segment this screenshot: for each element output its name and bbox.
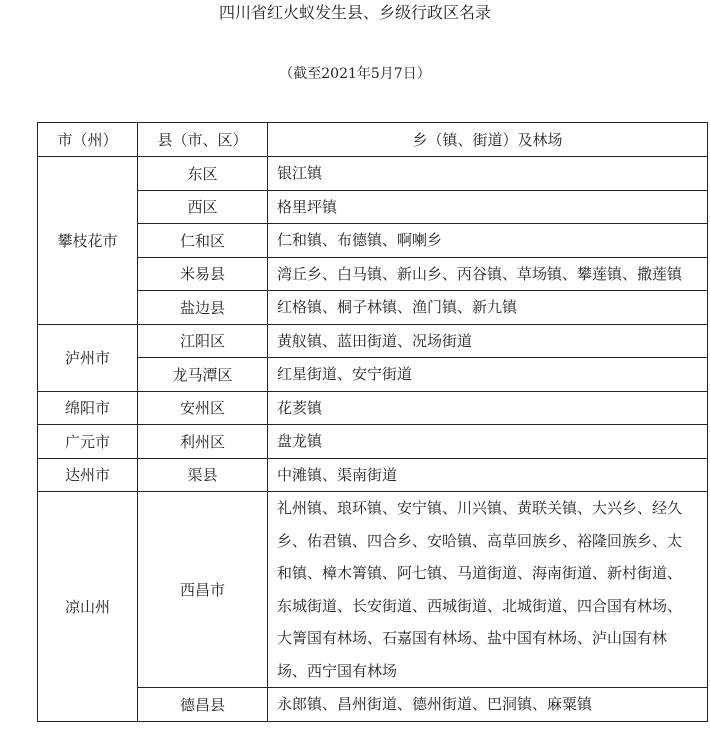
county-cell: 东区 [138,157,268,191]
county-cell: 仁和区 [138,224,268,258]
county-cell: 渠县 [138,458,268,492]
table-row [38,492,708,688]
county-cell: 利州区 [138,425,268,459]
towns-cell: 格里坪镇 [268,190,708,224]
table-row [38,257,708,291]
county-cell: 西区 [138,190,268,224]
county-cell: 德昌县 [138,688,268,722]
towns-cell: 黄舣镇、蓝田街道、况场街道 [268,324,708,358]
table-header-row [38,123,708,157]
towns-cell: 花荄镇 [268,391,708,425]
towns-cell: 红星街道、安宁街道 [268,358,708,392]
table-row [38,324,708,358]
table-row [38,291,708,325]
city-cell: 广元市 [38,425,138,459]
table-row [38,157,708,191]
county-town-table [37,122,708,722]
towns-cell: 红格镇、桐子林镇、渔门镇、新九镇 [268,291,708,325]
header-towns: 乡（镇、街道）及林场 [268,123,708,157]
towns-cell: 湾丘乡、白马镇、新山乡、丙谷镇、草场镇、攀莲镇、撒莲镇 [268,257,708,291]
city-cell: 泸州市 [38,324,138,391]
table-row [38,358,708,392]
towns-cell: 银江镇 [268,157,708,191]
city-cell: 绵阳市 [38,391,138,425]
header-county: 县（市、区） [138,123,268,157]
document-title: 四川省红火蚁发生县、乡级行政区名录 [218,3,491,22]
table-row [38,458,708,492]
towns-cell: 中滩镇、渠南街道 [268,458,708,492]
city-cell: 达州市 [38,458,138,492]
county-cell: 米易县 [138,257,268,291]
table-row [38,688,708,722]
city-cell: 凉山州 [38,492,138,722]
county-cell: 江阳区 [138,324,268,358]
county-cell: 西昌市 [138,492,268,688]
towns-cell: 仁和镇、布德镇、啊喇乡 [268,224,708,258]
towns-cell: 礼州镇、琅环镇、安宁镇、川兴镇、黄联关镇、大兴乡、经久乡、佑君镇、四合乡、安哈镇、高草回族乡、裕隆回族乡、太和镇、樟木箐镇、阿七镇、马道街道、海南街道、新村街道、东城街道、长安街道、西城街道、北城街道、四合国有林场、大箐国有林场、石嘉国有林场、盐中国有林场、泸山国有林场、西宁国有林场 [268,492,708,688]
header-city: 市（州） [38,123,138,157]
towns-cell: 永郎镇、昌州街道、德州街道、巴洞镇、麻粟镇 [268,688,708,722]
table-row [38,391,708,425]
document-date: （截至2021年5月7日） [279,66,431,82]
county-cell: 盐边县 [138,291,268,325]
county-cell: 龙马潭区 [138,358,268,392]
city-cell: 攀枝花市 [38,157,138,325]
towns-cell: 盘龙镇 [268,425,708,459]
county-cell: 安州区 [138,391,268,425]
table-row [38,190,708,224]
table-row [38,224,708,258]
table-row [38,425,708,459]
